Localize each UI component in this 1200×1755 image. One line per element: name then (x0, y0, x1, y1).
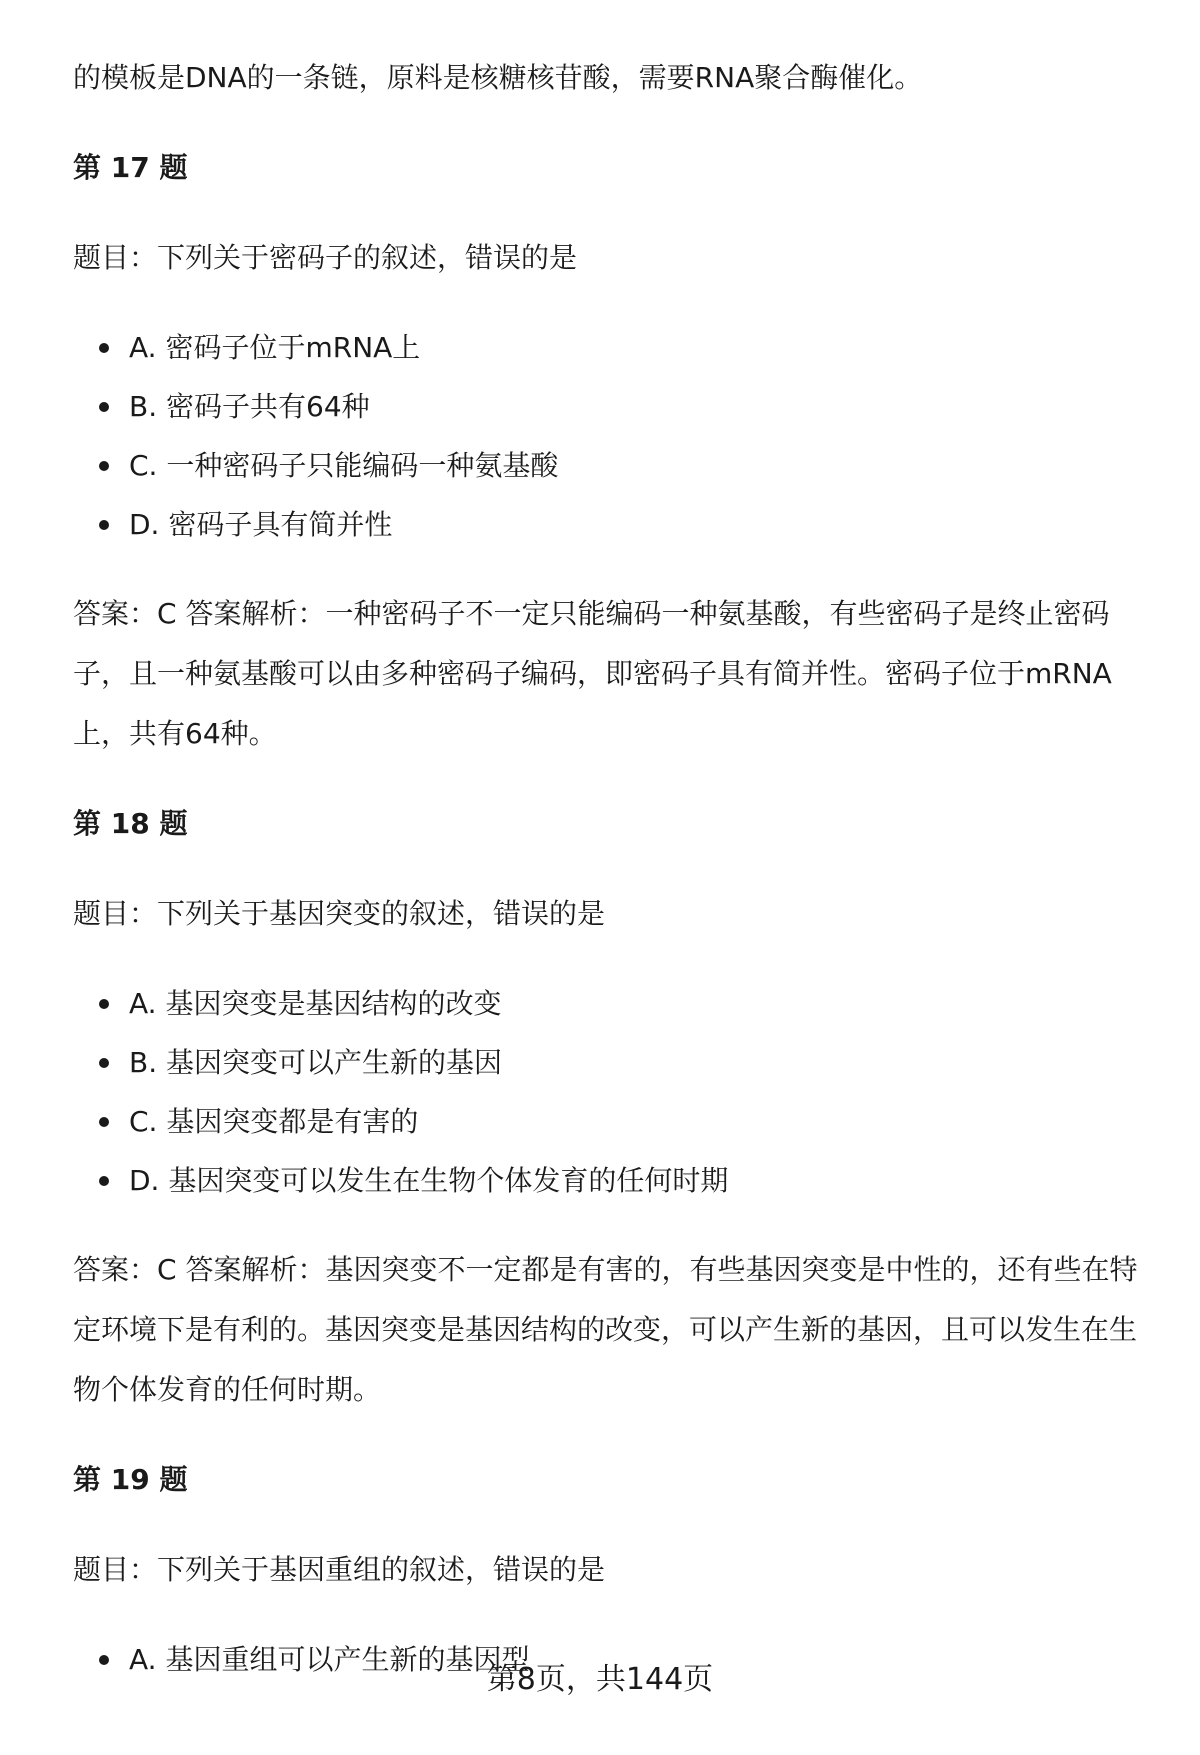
option-item (73, 318, 1153, 377)
question-stem: 题目：下列关于基因突变的叙述，错误的是 (73, 897, 606, 930)
question-heading: 第 17 题 (73, 151, 188, 184)
bullet-icon (99, 520, 109, 530)
option-text: D. 基因突变可以发生在生物个体发育的任何时期 (129, 1164, 729, 1197)
bullet-icon (99, 461, 109, 471)
question-stem: 题目：下列关于基因重组的叙述，错误的是 (73, 1553, 606, 1586)
page-number-footer: 第8页，共144页 (486, 1662, 714, 1697)
question-heading: 第 19 题 (73, 1463, 188, 1496)
option-text: C. 一种密码子只能编码一种氨基酸 (129, 449, 559, 482)
option-item (73, 495, 1153, 554)
option-item (73, 1151, 1153, 1210)
option-item (73, 377, 1153, 436)
option-item (73, 1092, 1153, 1151)
option-text: A. 基因重组可以产生新的基因型 (129, 1643, 530, 1676)
option-item (73, 1033, 1153, 1092)
option-text: D. 密码子具有简并性 (129, 508, 393, 541)
bullet-icon (99, 1117, 109, 1127)
answer-explanation: 答案：C 答案解析：一种密码子不一定只能编码一种氨基酸，有些密码子是终止密码子，且一种氨基酸可以由多种密码子编码，即密码子具有简并性。密码子位于mRNA上，共有64种。 (73, 597, 1112, 750)
option-item (73, 436, 1153, 495)
question-heading: 第 18 题 (73, 807, 188, 840)
bullet-icon (99, 343, 109, 353)
question-stem: 题目：下列关于密码子的叙述，错误的是 (73, 241, 578, 274)
document-page (73, 48, 1153, 1719)
continued-answer-text: 的模板是DNA的一条链，原料是核糖核苷酸，需要RNA聚合酶催化。 (73, 61, 923, 94)
option-text: A. 密码子位于mRNA上 (129, 331, 421, 364)
bullet-icon (99, 999, 109, 1009)
question-block-17 (73, 138, 1153, 764)
question-block-18 (73, 794, 1153, 1420)
option-list (73, 318, 1153, 554)
option-text: A. 基因突变是基因结构的改变 (129, 987, 502, 1020)
answer-explanation: 答案：C 答案解析：基因突变不一定都是有害的，有些基因突变是中性的，还有些在特定环境下是有利的。基因突变是基因结构的改变，可以产生新的基因，且可以发生在生物个体发育的任何时期。 (73, 1253, 1138, 1406)
option-text: B. 基因突变可以产生新的基因 (129, 1046, 503, 1079)
option-text: C. 基因突变都是有害的 (129, 1105, 419, 1138)
bullet-icon (99, 1176, 109, 1186)
option-text: B. 密码子共有64种 (129, 390, 370, 423)
option-list (73, 974, 1153, 1210)
option-item (73, 974, 1153, 1033)
bullet-icon (99, 1058, 109, 1068)
bullet-icon (99, 402, 109, 412)
question-block-19 (73, 1450, 1153, 1689)
